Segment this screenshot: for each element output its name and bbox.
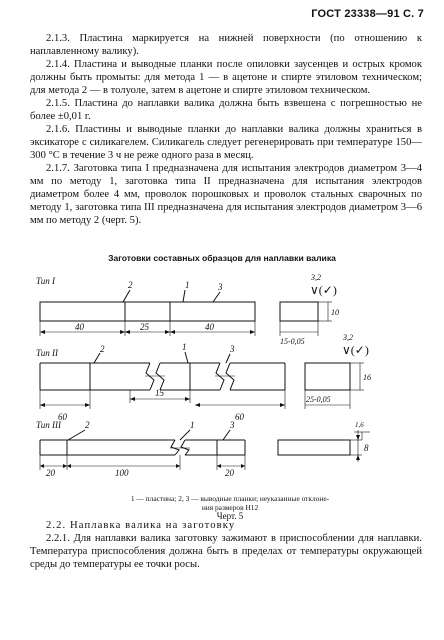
type2-dim-right: 60 [235,412,244,422]
paragraph-2-1-5: 2.1.5. Пластина до наплавки валика должна быть взвешена с погрешностью не более ±0,01 г. [30,98,422,122]
drawing-svg [30,270,420,492]
type2-dim-width: 25-0,05 [306,395,331,404]
type2-roughness-value: 3,2 [343,333,353,342]
type2-label: Тип II [36,348,59,358]
type1-assembly [40,302,255,321]
type3-drawing [40,430,370,470]
type1-dim-height: 10 [331,308,339,317]
type2-roughness-symbol: ∨(✓) [342,343,369,357]
text-block-2-2 [30,519,422,571]
type1-callout-2: 2 [128,280,133,290]
type1-callout-3: 3 [218,282,223,292]
technical-drawing [30,270,420,497]
type1-callout-1: 1 [185,280,190,290]
type3-callout-3: 3 [230,420,235,430]
type3-dim-tolerance: 1,6 [355,421,364,429]
type2-dim-height: 16 [363,373,371,382]
paragraph-2-2-1: 2.2.1. Для наплавки валика заготовку зажимают в приспособлении для наплавки. Температура приспособления должна быть в пределах от температуры окружающей среды до температуры ее точки росы. [30,533,422,570]
type2-callout-3: 3 [230,344,235,354]
paragraph-2-1-6: 2.1.6. Пластины и выводные планки до наплавки валика должны храниться в эксикаторе с силикагелем. Силикагель следует регенерировать при температуре 150—300 °С в течение 3 ч не реже одного раза в месяц. [30,124,422,161]
type1-dim-right: 40 [205,322,214,332]
type1-roughness-symbol: ∨(✓) [310,283,337,297]
type1-dim-left: 40 [75,322,84,332]
type1-roughness-value: 3,2 [311,273,321,282]
type2-callout-1: 1 [182,342,187,352]
type1-dim-width: 15-0,05 [280,337,305,346]
figure-legend-line1: 1 — пластина; 2, 3 — выводные планки; неуказанные отклоне- [130,494,330,503]
type3-dim-thickness: 8 [364,443,369,453]
paragraph-2-1-3: 2.1.3. Пластина маркируется на нижней поверхности (по отношению к наплавленному валику). [30,33,422,57]
page-header: ГОСТ 23338—91 С. 7 [311,8,424,20]
type2-section [305,363,350,390]
type2-callout-2: 2 [100,344,105,354]
type2-dim-middle: 15 [155,388,164,398]
text-block-2-1 [30,32,422,227]
section-heading-2-2: 2.2. Наплавка валика на заготовку [46,520,236,531]
paragraph-2-1-7: 2.1.7. Заготовка типа I предназначена для испытания электродов диаметром 3—4 мм по методу 1, заготовка типа II предназначена для испытания электродов диаметром более 4 мм, проволок порошковых и проволок стальных сварочных по методу 1, заготовка типа III предназначена для испытания электродов диаметром 3—6 мм по методу 2 (черт. 5). [30,163,422,226]
type3-callout-2: 2 [85,420,90,430]
type1-dim-middle: 25 [140,322,149,332]
figure-caption [60,494,400,521]
type3-section [278,440,350,455]
type3-dim-left: 20 [46,468,55,478]
figure-legend-line2: ния размеров Н12 [201,503,259,512]
type3-dim-middle: 100 [115,468,129,478]
type2-dim-left: 60 [58,412,67,422]
type3-dim-right: 20 [225,468,234,478]
type1-section [280,302,318,321]
figure-title: Заготовки составных образцов для наплавки валика [108,253,336,263]
paragraph-2-1-4: 2.1.4. Пластина и выводные планки после опиловки заусенцев и острых кромок должны быть промыты: для метода 1 — в ацетоне и спирте этиловом техническом; для метода 2 — в толуоле, затем в ацетоне и спирте этиловом техническом. [30,59,422,96]
type3-callout-1: 1 [190,420,195,430]
type1-label: Тип I [36,276,56,286]
figure-label: Черт. 5 [216,511,244,521]
type3-label: Тип III [36,420,62,430]
